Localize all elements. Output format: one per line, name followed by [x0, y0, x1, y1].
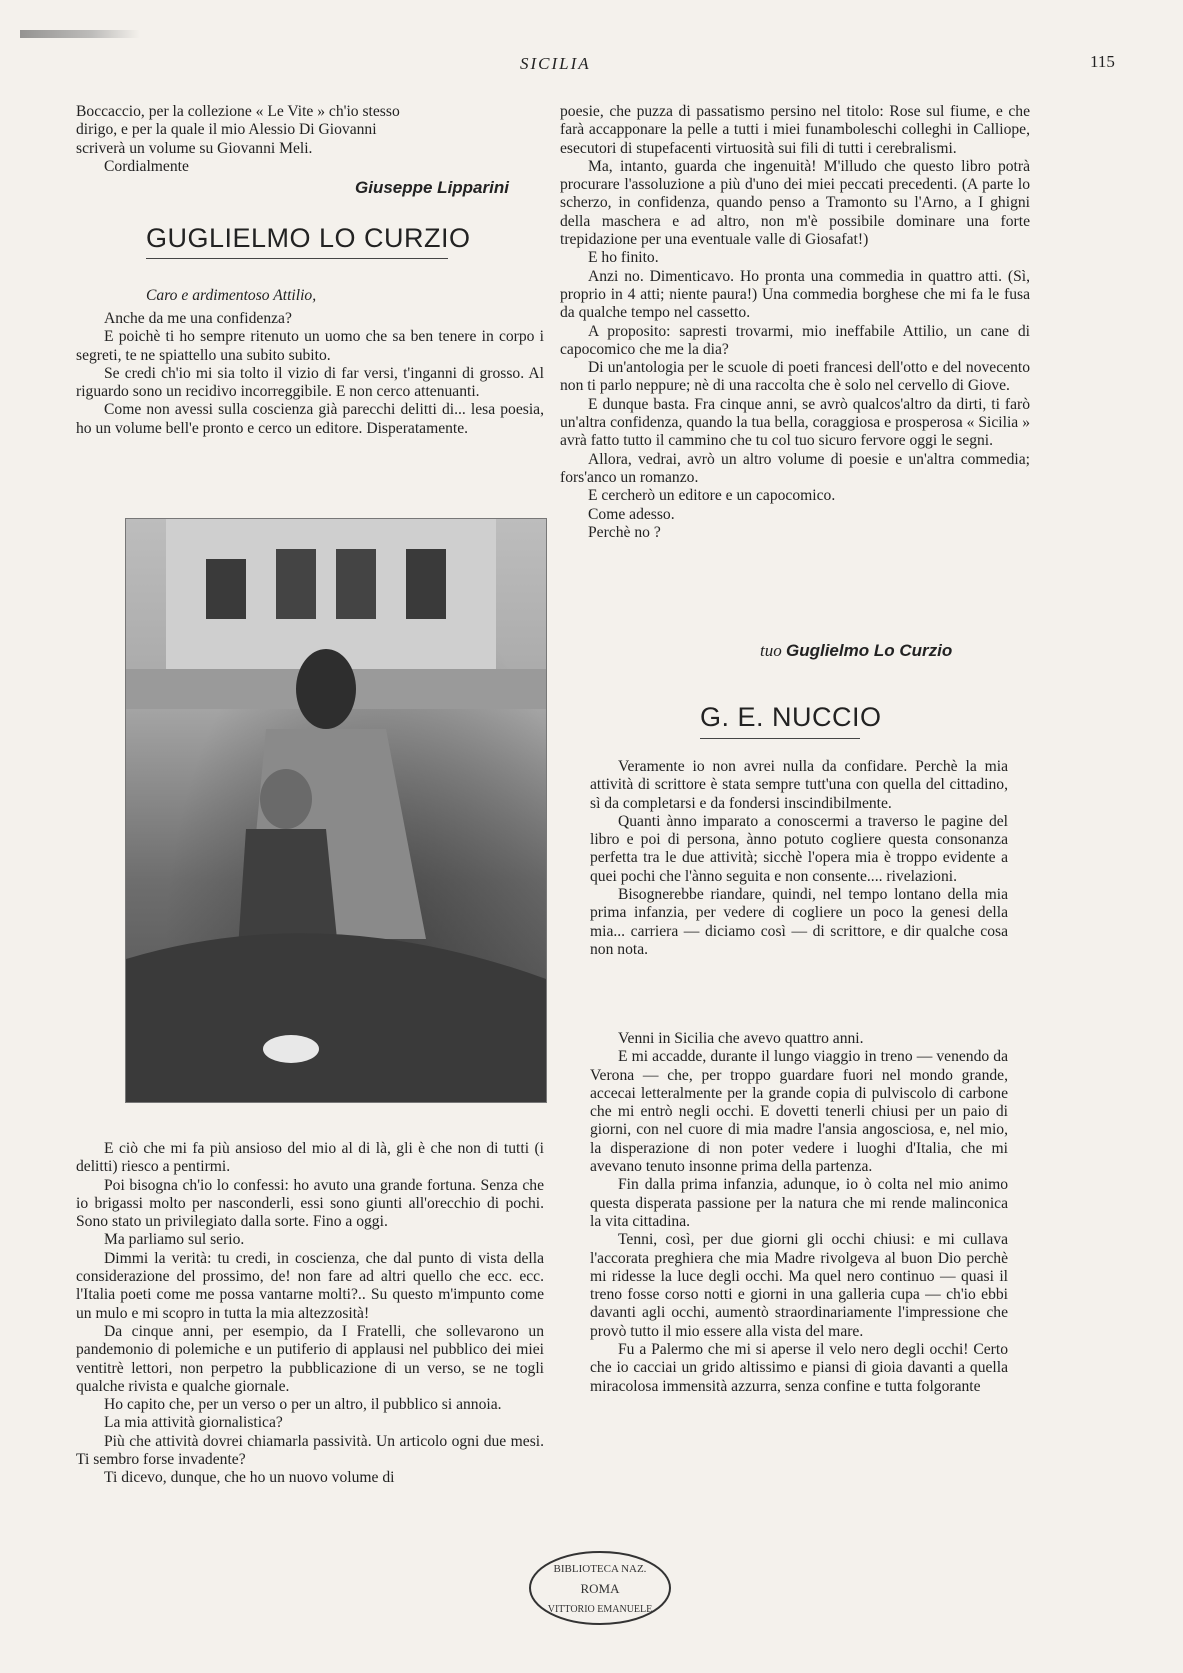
paragraph: E poichè ti ho sempre ritenuto un uomo che sa ben tenere in corpo i segreti, te ne spiattello una subito subito. [76, 328, 544, 364]
paragraph: E ciò che mi fa più ansioso del mio al di là, gli è che non di tutti (i delitti) riesco a pentirmi. [76, 1140, 544, 1176]
library-stamp [525, 1548, 675, 1628]
salutation: Caro e ardimentoso Attilio, [146, 287, 317, 304]
window [406, 549, 446, 619]
paragraph: Bisognerebbe riandare, quindi, nel tempo lontano della mia prima infanzia, per vedere di cogliere un poco la genesi della mia... carriera — diciamo così — di scrittore, e dir qualche cosa non nota. [590, 886, 1008, 958]
page-number: 115 [1090, 52, 1115, 71]
paragraph: Poi bisogna ch'io lo confessi: ho avuto una grande fortuna. Senza che io brigassi molto per nasconderli, essi sono giunti all'orecchio di pochi. Sono stato un privilegiato dalla sorte. Fino a oggi. [76, 1176, 544, 1231]
paragraph: Allora, vedrai, avrò un altro volume di poesie e un'altra commedia; fors'anco un romanzo. [560, 450, 1030, 486]
paragraph: Ti dicevo, dunque, che ho un nuovo volume di [104, 1469, 395, 1487]
paragraph: Fu a Palermo che mi si aperse il velo nero degli occhi! Certo che io cacciai un grido altissimo e piansi di gioia davanti a quella miracolosa immensità azzurra, senza confine e tutta folgorante [590, 1341, 1008, 1395]
rocks [126, 933, 546, 1102]
scan-mark [20, 30, 140, 38]
shoe [263, 1035, 319, 1063]
stamp-text-mid: ROMA [580, 1581, 620, 1596]
signature-name: Guglielmo Lo Curzio [785, 641, 953, 660]
paragraph: Da cinque anni, per esempio, da I Fratelli, che sollevarono un pandemonio di polemiche e un putiferio di applausi nel pubblico dei miei ventitrè lettori, non perpetro la pubblicazione di un verso, se ne togli qualche rivista e qualche giornale. [76, 1322, 544, 1395]
paragraph: A proposito: sapresti trovarmi, mio ineffabile Attilio, un cane di capocomico che me la dia? [560, 322, 1030, 358]
paragraph: Veramente io non avrei nulla da confidare. Perchè la mia attività di scrittore è stata sempre tutt'una con quella del cittadino, sì da completarsi e da fondersi inscindibilmente. [590, 758, 1008, 812]
nuccio-text-top [590, 758, 1008, 959]
paragraph: Più che attività dovrei chiamarla passività. Un articolo ogni due mesi. Ti sembro forse invadente? [76, 1432, 544, 1469]
heading-lo-curzio: GUGLIELMO LO CURZIO [146, 223, 471, 253]
stamp-text-top: BIBLIOTECA NAZ. [553, 1563, 647, 1575]
nuccio-text-bottom [590, 1030, 1008, 1396]
paragraph: Perchè no ? [588, 523, 661, 541]
stamp-text-bottom: VITTORIO EMANUELE [547, 1604, 653, 1615]
signature-prefix: tuo [760, 641, 782, 660]
text-line: Boccaccio, per la collezione « Le Vite » ch'io stesso [76, 103, 400, 120]
heading-rule [700, 738, 860, 739]
paragraph: Se credi ch'io mi sia tolto il vizio di far versi, t'inganni di grosso. Al riguardo sono un recidivo incorreggibile. E non cerco attenuanti. [76, 364, 544, 401]
heading-rule [146, 258, 448, 259]
paragraph: E dunque basta. Fra cinque anni, se avrò qualcos'altro da dirti, ti farò un'altra confidenza, quando la tua bella, coraggiosa e prosperosa « Sicilia » avrà fatto tutto il cammino che tu col tuo sicuro fervore oggi le segni. [560, 395, 1030, 450]
man-head [296, 649, 356, 729]
window [206, 559, 246, 619]
window [336, 549, 376, 619]
paragraph: Ma, intanto, guarda che ingenuità! M'illudo che questo libro potrà procurare l'assoluzione a più d'uno dei miei peccati precedenti. (A parte lo scherzo, in confidenza, quando penso a Tramonto su l'Arno, a I ghigni della maschera e ad altro, non m'è possibile dominare una forte trepidazione per una eventuale valle di Giosafat!) [560, 157, 1030, 249]
child-head [260, 769, 312, 829]
lo-curzio-text-top [76, 310, 544, 438]
text-line: Cordialmente [104, 157, 189, 175]
paragraph: E cercherò un editore e un capocomico. [588, 487, 836, 505]
paragraph: Di un'antologia per le scuole di poeti francesi dell'otto e del novecento non ti parlo neppure; nè di una raccolta che è solo nel cervello di Giove. [560, 359, 1030, 395]
paragraph: Fin dalla prima infanzia, adunque, io ò colta nel mio animo questa disperata passione per la natura che mi rende malinconica la vita cittadina. [590, 1176, 1008, 1230]
paragraph: Ho capito che, per un verso o per un altro, il pubblico si annoia. [104, 1396, 502, 1414]
signature-lo-curzio [760, 641, 952, 661]
paragraph: Quanti ànno imparato a conoscermi a traverso le pagine del libro e poi di persona, ànno potuto cogliere questa consonanza perfetta tra le due attività; sicchè l'opera mia è troppo evidente a quei pochi che l'ànno seguita e non consente.... rivelazioni. [590, 812, 1008, 885]
paragraph: Anche da me una confidenza? [104, 310, 292, 327]
text-line: dirigo, e per la quale il mio Alessio Di Giovanni [76, 121, 377, 139]
paragraph: poesie, che puzza di passatismo persino nel titolo: Rose sul fiume, e che farà accapponare la pelle a tutti i miei funamboleschi colleghi in Calliope, esecutori di stupefacenti virtuosità sui fili di tutti i cerebralismi. [560, 103, 1030, 157]
signature-lipparini: Giuseppe Lipparini [355, 178, 509, 197]
paragraph: Anzi no. Dimenticavo. Ho pronta una commedia in quattro atti. (Sì, proprio in 4 atti; niente paura!) Una commedia borghese che mi fa le fusa da qualche tempo nel cassetto. [560, 267, 1030, 322]
paragraph: Venni in Sicilia che avevo quattro anni. [618, 1030, 864, 1047]
paragraph: Come non avessi sulla coscienza già parecchi delitti di... lesa poesia, ho un volume bell'e pronto e cerco un editore. Disperatamente. [76, 401, 544, 437]
paragraph: E ho finito. [588, 249, 659, 267]
paragraph: La mia attività giornalistica? [104, 1414, 283, 1432]
paragraph: Ma parliamo sul serio. [104, 1231, 245, 1249]
paragraph: Come adesso. [588, 505, 675, 523]
paragraph: Dimmi la verità: tu credi, in coscienza, che dal punto di vista della considerazione del prossimo, de! non fare ad altri quello che ecc. ecc. l'Italia poeti come me possa vantarne molti?.. Su questo m'impunto come un mulo e mi scopro in tutta la mia altezzosità! [76, 1249, 544, 1322]
paragraph: Tenni, così, per due giorni gli occhi chiusi: e mi cullava l'accorata preghiera che mia Madre rivolgeva al buon Dio perchè mi ridesse la luce degli occhi. Ma quel nero continuo — quasi il treno fosse corso notti e giorni in una galleria cupa — ch'io ebbi davanti agli occhi, aumentò straordinariamente l'impressione che provò tutto il mio essere alla vista del mare. [590, 1231, 1008, 1340]
running-title: SICILIA [520, 54, 591, 73]
lo-curzio-right-text [560, 103, 1030, 542]
portrait-photo [125, 518, 547, 1103]
lo-curzio-text-bottom [76, 1140, 544, 1488]
text-line: scriverà un volume su Giovanni Meli. [76, 139, 313, 157]
paragraph: E mi accadde, durante il lungo viaggio in treno — venendo da Verona — che, per troppo guardare fuori nel mondo grande, accecai letteralmente per la grande copia di pulviscolo di carbone che mi entrò negli occhi. E dovetti tenerli chiusi per un paio di giorni, con nel cuore di mia madre l'ansia angosciosa, e, nel mio, la disperazione di non poter vedere i luoghi d'Italia, che mi avevano tenuto insonne prima della partenza. [590, 1048, 1008, 1176]
left-top-text [76, 103, 544, 176]
window [276, 549, 316, 619]
heading-nuccio: G. E. NUCCIO [700, 702, 882, 732]
